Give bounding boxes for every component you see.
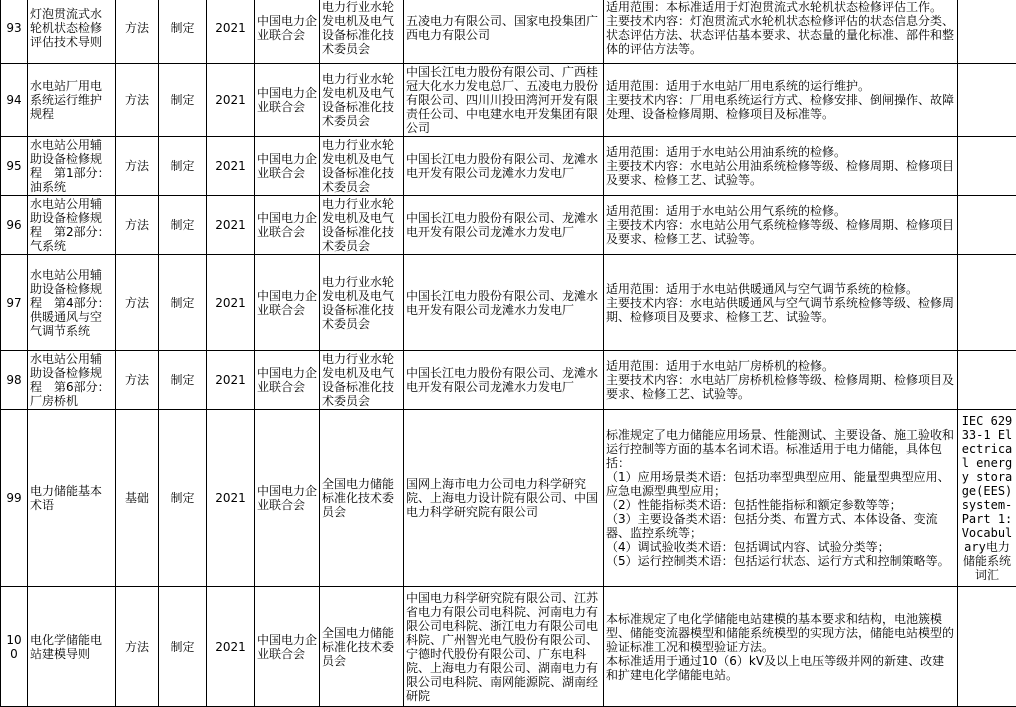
main-content <box>604 196 958 255</box>
drafting-units: 五凌电力有限公司、国家电投集团广西电力有限公司 <box>404 0 604 64</box>
plan-year: 2021 <box>207 587 255 707</box>
standard-name: 水电站公用辅助设备检修规程 第1部分：油系统 <box>28 137 116 196</box>
standard-type: 方法 <box>116 0 159 64</box>
content-line: 适用范围：适用于水电站厂用电系统的运行维护。 <box>606 79 955 93</box>
drafting-units: 中国长江电力股份有限公司、龙滩水电开发有限公司龙滩水力发电厂 <box>404 196 604 255</box>
standard-type: 方法 <box>116 255 159 351</box>
drafting-units: 中国长江电力股份有限公司、龙滩水电开发有限公司龙滩水力发电厂 <box>404 255 604 351</box>
content-line: 适用范围：适用于水电站供暖通风与空气调节系统的检修。 <box>606 282 955 296</box>
technical-committee: 电力行业水轮发电机及电气设备标准化技术委员会 <box>320 137 404 196</box>
table-row <box>1 137 1016 196</box>
standard-type: 基础 <box>116 410 159 587</box>
standard-name: 电化学储能电站建模导则 <box>28 587 116 707</box>
standard-name: 电力储能基本术语 <box>28 410 116 587</box>
responsible-org: 中国电力企业联合会 <box>255 137 320 196</box>
content-line: （2）性能指标类术语：包括性能指标和额定参数等等； <box>606 498 955 512</box>
international-standard <box>958 0 1016 64</box>
drafting-units: 中国长江电力股份有限公司、广西桂冠大化水力发电总厂、五凌电力股份有限公司、四川川投田湾河开发有限责任公司、中电建水电开发集团有限公司 <box>404 64 604 137</box>
standard-type: 方法 <box>116 351 159 410</box>
table-row <box>1 0 1016 64</box>
content-line: 主要技术内容：水电站公用油系统检修等级、检修周期、检修项目及要求、检修工艺、试验等。 <box>606 159 955 187</box>
table-row <box>1 351 1016 410</box>
revision-kind: 制定 <box>159 64 207 137</box>
content-line: 适用范围：适用于水电站公用气系统的检修。 <box>606 204 955 218</box>
main-content <box>604 410 958 587</box>
revision-kind: 制定 <box>159 410 207 587</box>
content-line: 本标准规定了电化学储能电站建模的基本要求和结构，电池簇模型、储能变流器模型和储能系统模型的实现方法，储能电站模型的验证标准工况和模型验证方法。 <box>606 612 955 654</box>
international-standard <box>958 64 1016 137</box>
drafting-units: 中国电力科学研究院有限公司、江苏省电力有限公司电科院、河南电力有限公司电科院、浙江电力有限公司电科院、广州智光电气股份有限公司、宁德时代股份有限公司、广东电科院、上海电力有限公司、湖南电力有限公司电科院、南网能源院、湖南经研院 <box>404 587 604 707</box>
revision-kind: 制定 <box>159 137 207 196</box>
row-number: 96 <box>1 196 28 255</box>
revision-kind: 制定 <box>159 351 207 410</box>
row-number: 93 <box>1 0 28 64</box>
responsible-org: 中国电力企业联合会 <box>255 64 320 137</box>
table-row <box>1 255 1016 351</box>
standard-type: 方法 <box>116 196 159 255</box>
plan-year: 2021 <box>207 351 255 410</box>
technical-committee: 全国电力储能标准化技术委员会 <box>320 587 404 707</box>
standard-name: 水电站公用辅助设备检修规程 第4部分：供暖通风与空气调节系统 <box>28 255 116 351</box>
main-content <box>604 255 958 351</box>
standard-name: 水电站公用辅助设备检修规程 第2部分：气系统 <box>28 196 116 255</box>
content-line: 主要技术内容：水电站供暖通风与空气调节系统检修等级、检修周期、检修项目及要求、检修工艺、试验等。 <box>606 296 955 324</box>
content-line: 主要技术内容：灯泡贯流式水轮机状态检修评估的状态信息分类、状态评估方法、状态评估基本要求、状态量的量化标准、部件和整体的评估方法等。 <box>606 14 955 56</box>
main-content <box>604 351 958 410</box>
drafting-units: 中国长江电力股份有限公司、龙滩水电开发有限公司龙滩水力发电厂 <box>404 351 604 410</box>
responsible-org: 中国电力企业联合会 <box>255 255 320 351</box>
row-number: 95 <box>1 137 28 196</box>
revision-kind: 制定 <box>159 196 207 255</box>
revision-kind: 制定 <box>159 0 207 64</box>
content-line: （4）调试验收类术语：包括调试内容、试验分类等； <box>606 540 955 554</box>
main-content <box>604 0 958 64</box>
revision-kind: 制定 <box>159 587 207 707</box>
responsible-org: 中国电力企业联合会 <box>255 351 320 410</box>
content-line: 适用范围：本标准适用于灯泡贯流式水轮机状态检修评估工作。 <box>606 0 955 14</box>
plan-year: 2021 <box>207 255 255 351</box>
standard-name: 水电站厂用电系统运行维护规程 <box>28 64 116 137</box>
international-standard <box>958 137 1016 196</box>
technical-committee: 电力行业水轮发电机及电气设备标准化技术委员会 <box>320 255 404 351</box>
international-standard <box>958 255 1016 351</box>
content-line: 主要技术内容：水电站公用气系统检修等级、检修周期、检修项目及要求、检修工艺、试验等。 <box>606 218 955 246</box>
plan-year: 2021 <box>207 0 255 64</box>
revision-kind: 制定 <box>159 255 207 351</box>
responsible-org: 中国电力企业联合会 <box>255 587 320 707</box>
table-row <box>1 410 1016 587</box>
plan-year: 2021 <box>207 137 255 196</box>
technical-committee: 电力行业水轮发电机及电气设备标准化技术委员会 <box>320 351 404 410</box>
content-line: 主要技术内容：厂用电系统运行方式、检修安排、倒闸操作、故障处理、设备检修周期、检修项目及标准等。 <box>606 93 955 121</box>
content-line: 本标准适用于通过10（6）kV及以上电压等级并网的新建、改建和扩建电化学储能电站。 <box>606 654 955 682</box>
international-standard <box>958 351 1016 410</box>
plan-year: 2021 <box>207 410 255 587</box>
table-row <box>1 64 1016 137</box>
international-standard: IEC 62933-1 Electrical energy storage(EES) system-Part 1: Vocabulary电力储能系统词汇 <box>958 410 1016 587</box>
technical-committee: 电力行业水轮发电机及电气设备标准化技术委员会 <box>320 196 404 255</box>
technical-committee: 全国电力储能标准化技术委员会 <box>320 410 404 587</box>
drafting-units: 中国长江电力股份有限公司、龙滩水电开发有限公司龙滩水力发电厂 <box>404 137 604 196</box>
responsible-org: 中国电力企业联合会 <box>255 196 320 255</box>
plan-year: 2021 <box>207 64 255 137</box>
responsible-org: 中国电力企业联合会 <box>255 410 320 587</box>
content-line: 适用范围：适用于水电站公用油系统的检修。 <box>606 145 955 159</box>
row-number: 97 <box>1 255 28 351</box>
content-line: 主要技术内容：水电站厂房桥机检修等级、检修周期、检修项目及要求、检修工艺、试验等。 <box>606 373 955 401</box>
content-line: 适用范围：适用于水电站厂房桥机的检修。 <box>606 359 955 373</box>
international-standard <box>958 196 1016 255</box>
content-line: （3）主要设备类术语：包括分类、布置方式、本体设备、变流器、监控系统等； <box>606 512 955 540</box>
standard-name: 灯泡贯流式水轮机状态检修评估技术导则 <box>28 0 116 64</box>
technical-committee: 电力行业水轮发电机及电气设备标准化技术委员会 <box>320 64 404 137</box>
standard-name: 水电站公用辅助设备检修规程 第6部分：厂房桥机 <box>28 351 116 410</box>
standard-type: 方法 <box>116 137 159 196</box>
responsible-org: 中国电力企业联合会 <box>255 0 320 64</box>
row-number: 99 <box>1 410 28 587</box>
row-number: 100 <box>1 587 28 707</box>
standard-type: 方法 <box>116 64 159 137</box>
standard-type: 方法 <box>116 587 159 707</box>
row-number: 94 <box>1 64 28 137</box>
content-line: 标准规定了电力储能应用场景、性能测试、主要设备、施工验收和运行控制等方面的基本名词术语。标准适用于电力储能，具体包括： <box>606 428 955 470</box>
row-number: 98 <box>1 351 28 410</box>
content-line: （5）运行控制类术语：包括运行状态、运行方式和控制策略等。 <box>606 554 955 568</box>
main-content <box>604 137 958 196</box>
content-line: （1）应用场景类术语：包括功率型典型应用、能量型典型应用、应急电源型典型应用； <box>606 470 955 498</box>
main-content <box>604 64 958 137</box>
table-row <box>1 196 1016 255</box>
technical-committee: 电力行业水轮发电机及电气设备标准化技术委员会 <box>320 0 404 64</box>
plan-year: 2021 <box>207 196 255 255</box>
drafting-units: 国网上海市电力公司电力科学研究院、上海电力设计院有限公司、中国电力科学研究院有限公司 <box>404 410 604 587</box>
